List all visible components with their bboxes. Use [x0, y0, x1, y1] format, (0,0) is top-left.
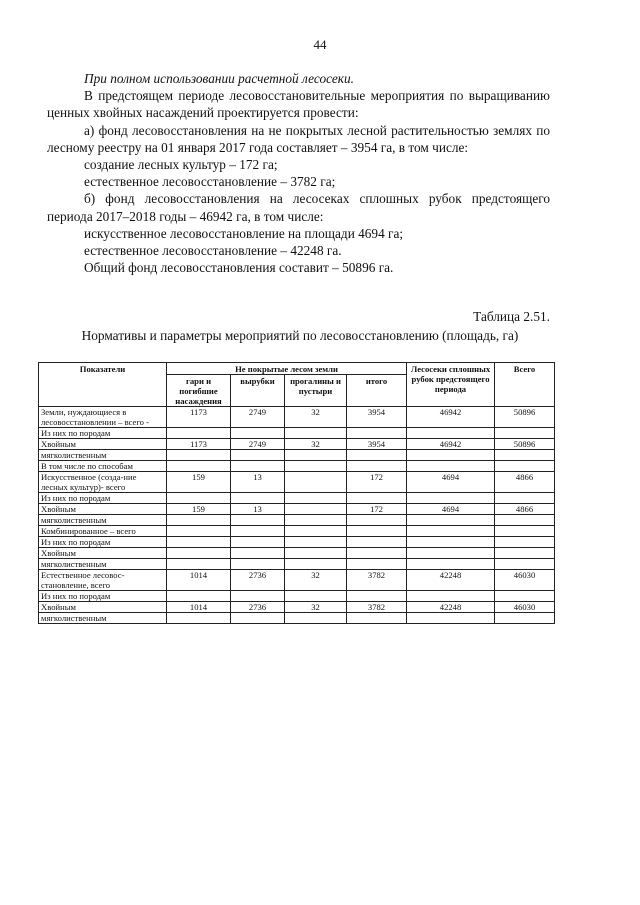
table-cell: 32: [285, 570, 347, 591]
table-cell: [285, 493, 347, 504]
table-cell: 172: [347, 472, 407, 493]
table-cell: [285, 591, 347, 602]
table-cell: [407, 515, 495, 526]
table-cell: [407, 548, 495, 559]
table-header-row: [39, 363, 555, 375]
table-cell: [347, 537, 407, 548]
row-label: Хвойным: [39, 439, 167, 450]
table-cell: [407, 428, 495, 439]
table-cell: [231, 450, 285, 461]
table-cell: 4866: [495, 472, 555, 493]
table-cell: [231, 613, 285, 624]
table-cell: 46942: [407, 439, 495, 450]
table-cell: 1014: [167, 602, 231, 613]
table-row: [39, 472, 555, 493]
table-cell: [231, 591, 285, 602]
table-cell: [347, 428, 407, 439]
row-label: мягколиственным: [39, 613, 167, 624]
table-cell: [285, 559, 347, 570]
header-clearings: вырубки: [231, 375, 285, 407]
header-cutting-areas: Лесосеки сплошных рубок предстоящего периода: [407, 363, 495, 407]
table-cell: [495, 548, 555, 559]
table-cell: 1173: [167, 439, 231, 450]
table-cell: [231, 493, 285, 504]
header-indicators: Показатели: [39, 363, 167, 407]
table-row: [39, 450, 555, 461]
table-cell: 2736: [231, 570, 285, 591]
table-cell: [285, 428, 347, 439]
table-body: [39, 407, 555, 624]
table-row: [39, 559, 555, 570]
header-total: Всего: [495, 363, 555, 407]
table-cell: 32: [285, 439, 347, 450]
row-label: Земли, нуждающиеся в лесовосстановлении – всего -: [39, 407, 167, 428]
table-cell: [285, 472, 347, 493]
table-cell: [285, 548, 347, 559]
row-label: Искусственное (созда-ние лесных культур)- всего: [39, 472, 167, 493]
table-cell: [231, 515, 285, 526]
row-label: Хвойным: [39, 504, 167, 515]
row-label: Из них по породам: [39, 493, 167, 504]
table-cell: [167, 450, 231, 461]
table-cell: [495, 461, 555, 472]
row-label: Из них по породам: [39, 591, 167, 602]
table-cell: [495, 526, 555, 537]
table-cell: 50896: [495, 439, 555, 450]
table-cell: [407, 450, 495, 461]
header-burns: гари и погибшие насаждения: [167, 375, 231, 407]
table-cell: [407, 526, 495, 537]
table-cell: [167, 428, 231, 439]
table-cell: 46942: [407, 407, 495, 428]
table-row: [39, 493, 555, 504]
table-title: Нормативы и параметры мероприятий по лесовосстановлению (площадь, га): [81, 328, 519, 343]
table-cell: [285, 526, 347, 537]
table-cell: 50896: [495, 407, 555, 428]
table-row: [39, 461, 555, 472]
table-row: [39, 439, 555, 450]
table-cell: 46030: [495, 570, 555, 591]
table-cell: [167, 537, 231, 548]
table-cell: [347, 515, 407, 526]
table-cell: [231, 428, 285, 439]
table-cell: [285, 450, 347, 461]
paragraph: В предстоящем периоде лесовосстановительные мероприятия по выращиванию ценных хвойных насаждений проектируется провести:: [47, 88, 550, 121]
table-cell: [495, 515, 555, 526]
table-cell: [167, 548, 231, 559]
paragraph-heading: При полном использовании расчетной лесосеки.: [84, 71, 354, 86]
table-row: [39, 602, 555, 613]
row-label: мягколиственным: [39, 450, 167, 461]
table-cell: 13: [231, 472, 285, 493]
table-cell: [231, 526, 285, 537]
table-cell: [407, 493, 495, 504]
table-cell: [167, 613, 231, 624]
table-cell: 46030: [495, 602, 555, 613]
table-cell: [231, 548, 285, 559]
page-number: 44: [313, 37, 327, 52]
table-row: [39, 537, 555, 548]
table-cell: 42248: [407, 602, 495, 613]
table-row: [39, 515, 555, 526]
table-row: [39, 613, 555, 624]
table-cell: 1173: [167, 407, 231, 428]
table-cell: 3954: [347, 407, 407, 428]
row-label: Хвойным: [39, 548, 167, 559]
table-cell: [167, 559, 231, 570]
table-row: [39, 548, 555, 559]
table-cell: [167, 591, 231, 602]
row-label: В том числе по способам: [39, 461, 167, 472]
header-total-nc: итого: [347, 375, 407, 407]
table-cell: 2736: [231, 602, 285, 613]
row-label: Из них по породам: [39, 537, 167, 548]
table-cell: [407, 613, 495, 624]
table-cell: 159: [167, 504, 231, 515]
table-cell: [495, 537, 555, 548]
table-cell: [495, 613, 555, 624]
paragraph: искусственное лесовосстановление на площади 4694 га;: [84, 225, 404, 241]
table-cell: [347, 450, 407, 461]
table-cell: 42248: [407, 570, 495, 591]
table-cell: [347, 559, 407, 570]
table-cell: 2749: [231, 407, 285, 428]
table-cell: [167, 515, 231, 526]
table-row: [39, 526, 555, 537]
table-cell: [231, 537, 285, 548]
table-cell: 4866: [495, 504, 555, 515]
paragraph: создание лесных культур – 172 га;: [84, 157, 278, 173]
table-label: Таблица 2.51.: [473, 309, 550, 324]
table-cell: [285, 504, 347, 515]
table-cell: 13: [231, 504, 285, 515]
table-cell: 159: [167, 472, 231, 493]
body-text: [47, 70, 550, 276]
table-cell: [407, 559, 495, 570]
row-label: Естественное лесовос-становление, всего: [39, 570, 167, 591]
table-cell: [407, 537, 495, 548]
table-row: [39, 504, 555, 515]
table-cell: [495, 591, 555, 602]
table-cell: 32: [285, 407, 347, 428]
table-cell: [167, 526, 231, 537]
table-cell: [347, 591, 407, 602]
table-cell: 4694: [407, 472, 495, 493]
paragraph: естественное лесовосстановление – 3782 га;: [84, 174, 336, 190]
table-row: [39, 591, 555, 602]
row-label: Хвойным: [39, 602, 167, 613]
table-cell: 32: [285, 602, 347, 613]
paragraph: б) фонд лесовосстановления на лесосеках сплошных рубок предстоящего периода 2017–2018 годы – 46942 га, в том числе:: [47, 191, 550, 224]
header-not-covered: Не покрытые лесом земли: [167, 363, 407, 375]
table-cell: [495, 493, 555, 504]
table-row: [39, 428, 555, 439]
table-cell: [231, 461, 285, 472]
table-cell: [347, 493, 407, 504]
table-row: [39, 570, 555, 591]
table-cell: [285, 515, 347, 526]
table-cell: 2749: [231, 439, 285, 450]
paragraph: Общий фонд лесовосстановления составит – 50896 га.: [84, 260, 394, 276]
table-cell: [285, 461, 347, 472]
table-cell: [347, 613, 407, 624]
table-row: [39, 407, 555, 428]
table-cell: [495, 559, 555, 570]
table-cell: [495, 428, 555, 439]
table-cell: [347, 461, 407, 472]
table-cell: 3782: [347, 570, 407, 591]
row-label: мягколиственным: [39, 515, 167, 526]
reforestation-table: [38, 362, 555, 624]
table-cell: [407, 591, 495, 602]
row-label: мягколиственным: [39, 559, 167, 570]
table-cell: [167, 461, 231, 472]
table-cell: [285, 537, 347, 548]
table-cell: [407, 461, 495, 472]
paragraph: естественное лесовосстановление – 42248 га.: [84, 243, 342, 259]
paragraph: а) фонд лесовосстановления на не покрытых лесной растительностью землях по лесному реестру на 01 января 2017 года составляет – 3954 га, в том числе:: [47, 122, 550, 155]
row-label: Комбинированное – всего: [39, 526, 167, 537]
table-cell: [285, 613, 347, 624]
table-cell: [347, 526, 407, 537]
row-label: Из них по породам: [39, 428, 167, 439]
table-cell: [167, 493, 231, 504]
table-cell: 172: [347, 504, 407, 515]
table-cell: 1014: [167, 570, 231, 591]
table-cell: [231, 559, 285, 570]
table-cell: [495, 450, 555, 461]
table-cell: 4694: [407, 504, 495, 515]
header-glades: прогалины и пустыри: [285, 375, 347, 407]
table-cell: 3782: [347, 602, 407, 613]
table-cell: 3954: [347, 439, 407, 450]
table-cell: [347, 548, 407, 559]
